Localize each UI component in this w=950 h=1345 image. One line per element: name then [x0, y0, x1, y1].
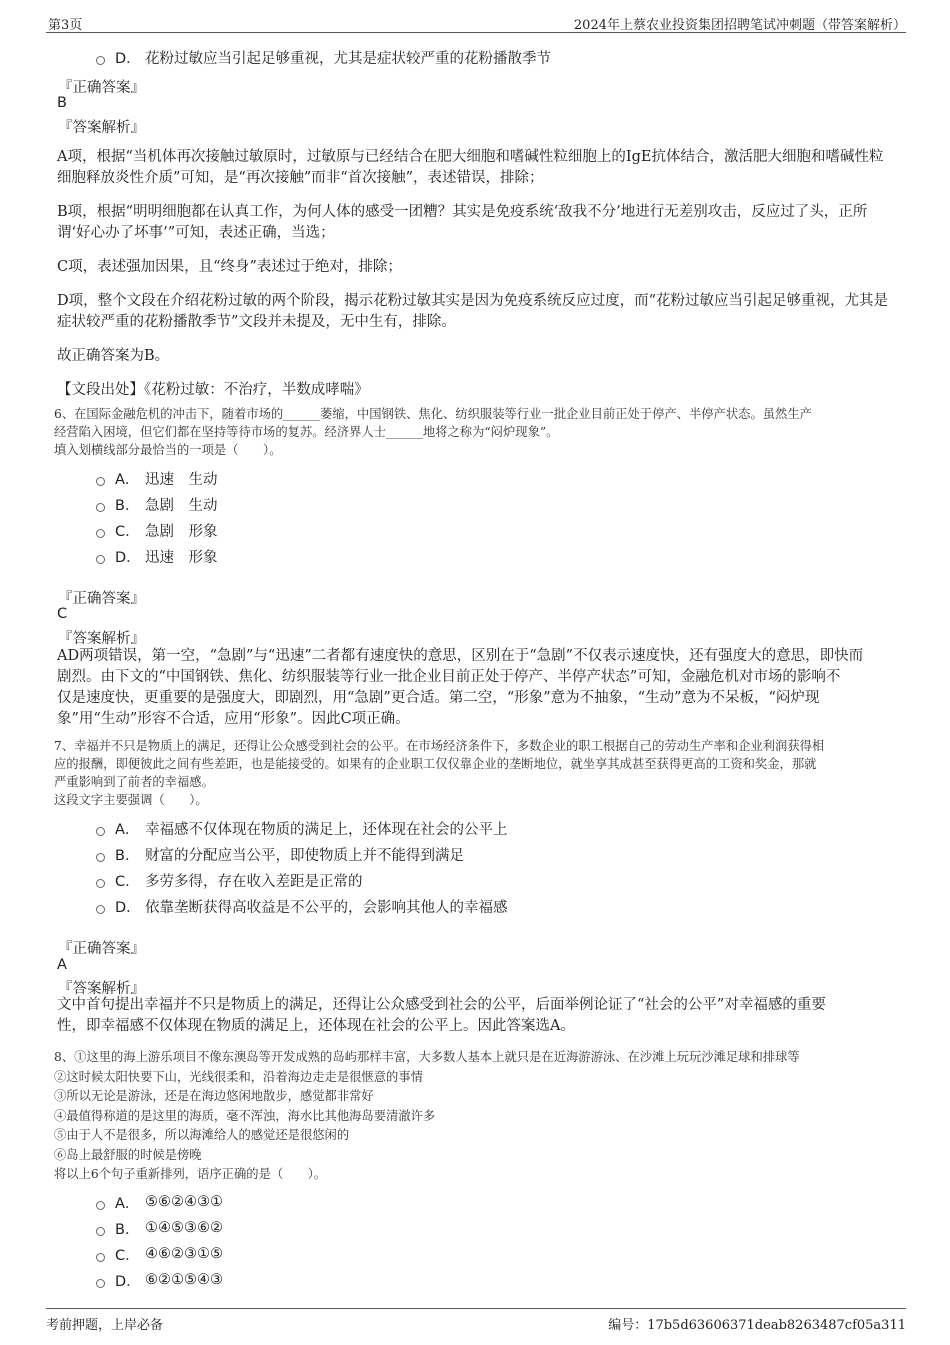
- page-number: 第3页: [48, 18, 83, 33]
- prev-option-list: [96, 44, 551, 70]
- explanation-heading: 『答案解析』: [58, 981, 145, 997]
- answer-value: B: [57, 95, 67, 111]
- answer-heading: 『正确答案』: [58, 80, 145, 96]
- radio-button[interactable]: [96, 1253, 105, 1262]
- question-8-options: [96, 1189, 223, 1293]
- radio-button[interactable]: [96, 555, 105, 564]
- option-b[interactable]: B． 急剧 生动: [96, 491, 218, 517]
- radio-button[interactable]: [96, 827, 105, 836]
- page-footer: [46, 1308, 906, 1331]
- explanation-body: 文中首句提出幸福并不只是物质上的满足，还得让公众感受到社会的公平，后面举例论证了“社会的公平”对幸福感的重要 性，即幸福感不仅体现在物质的满足上，还体现在社会的公平上。因此答案选A。: [57, 997, 826, 1034]
- radio-button[interactable]: [96, 1201, 105, 1210]
- explanation-paragraph: B项，根据“明明细胞都在认真工作，为何人体的感受一团糟？其实是免疫系统‘敌我不分’地进行无差别攻击，反应过了头，正所谓‘好心办了坏事’”可知，表述正确，当选；: [57, 204, 868, 241]
- explanation-paragraph: C项，表述强加因果，且“终身”表述过于绝对，排除；: [57, 259, 402, 275]
- source-note: 【文段出处】《花粉过敏：不治疗，半数成哮喘》: [57, 382, 369, 398]
- answer-value: A: [57, 957, 67, 973]
- radio-button[interactable]: [96, 503, 105, 512]
- document-id: 编号：17b5d63606371deab8263487cf05a311: [608, 1318, 906, 1333]
- explanation-heading: 『答案解析』: [58, 120, 145, 136]
- question-7-text: 7、幸福并不只是物质上的满足，还得让公众感受到社会的公平。在市场经济条件下，多数企业的职工根据自己的劳动生产率和企业利润获得相 应的报酬，即便彼此之间有些差距，也是能接受的。如果有的企业职工仅仅靠企业的垄断地位，就坐享其成甚至获得更高的工资和奖金，那就 严重影响到了前者的幸福感。 这段文字主要强调（ ）。: [54, 739, 825, 807]
- question-8-text: 8、①这里的海上游乐项目不像东澳岛等开发成熟的岛屿那样丰富，大多数人基本上就只是在近海游游泳、在沙滩上玩玩沙滩足球和排球等 ②这时候太阳快要下山，光线很柔和，沿着海边走走是很惬意的事情 ③所以无论是游泳，还是在海边悠闲地散步，感觉都非常好 ④最值得称道的是这里的海质，毫不浑浊，海水比其他海岛要清澈许多 ⑤由于人不是很多，所以海滩给人的感觉还是很悠闲的 ⑥岛上最舒服的时候是傍晚 将以上6个句子重新排列，语序正确的是（ ）。: [54, 1050, 800, 1181]
- question-7-options: [96, 815, 508, 919]
- explanation-heading: 『答案解析』: [58, 631, 145, 647]
- footer-slogan: 考前押题，上岸必备: [46, 1318, 164, 1333]
- option-c[interactable]: C． 急剧 形象: [96, 517, 218, 543]
- answer-heading: 『正确答案』: [58, 941, 145, 957]
- option-a[interactable]: A． 幸福感不仅体现在物质的满足上，还体现在社会的公平上: [96, 815, 508, 841]
- option-d[interactable]: D． ⑥②①⑤④③: [96, 1267, 223, 1293]
- answer-heading: 『正确答案』: [58, 591, 145, 607]
- explanation-paragraph: A项，根据“当机体再次接触过敏原时，过敏原与已经结合在肥大细胞和嗜碱性粒细胞上的IgE抗体结合，激活肥大细胞和嗜碱性粒细胞释放炎性介质”可知，是“再次接触”而非“首次接触”，表述错误，排除；: [57, 149, 884, 186]
- option-a[interactable]: A． 迅速 生动: [96, 465, 218, 491]
- explanation-body: AD两项错误，第一空，“急剧”与“迅速”二者都有速度快的意思，区别在于“急剧”不仅表示速度快，还有强度大的意思，即快而 剧烈。由下文的“中国钢铁、焦化、纺织服装等行业一批企业目前正处于停产、半停产状态”可知，金融危机对市场的影响不 仅是速度快，更重要的是强度大，即剧烈，用“急剧”更合适。第二空，“形象”意为不抽象，“生动”意为不呆板，“闷炉现 象”用“生动”形容不合适，应用“形象”。因此C项正确。: [57, 648, 864, 727]
- page-header: [46, 10, 906, 33]
- option-c[interactable]: C． 多劳多得，存在收入差距是正常的: [96, 867, 508, 893]
- answer-value: C: [57, 606, 68, 622]
- radio-button[interactable]: [96, 1279, 105, 1288]
- radio-button[interactable]: [96, 879, 105, 888]
- option-b[interactable]: B． 财富的分配应当公平，即使物质上并不能得到满足: [96, 841, 508, 867]
- option-c[interactable]: C． ④⑥②③①⑤: [96, 1241, 223, 1267]
- option-d[interactable]: D． 花粉过敏应当引起足够重视，尤其是症状较严重的花粉播散季节: [96, 44, 551, 70]
- question-6-text: 6、在国际金融危机的冲击下，随着市场的______萎缩，中国钢铁、焦化、纺织服装等行业一批企业目前正处于停产、半停产状态。虽然生产 经营陷入困境，但它们都在坚持等待市场的复苏。经济界人士______地将之称为“闷炉现象”。 填入划横线部分最恰当的一项是（ ）。: [54, 407, 812, 457]
- question-6-options: [96, 465, 218, 569]
- radio-button[interactable]: [96, 477, 105, 486]
- radio-button[interactable]: [96, 1227, 105, 1236]
- radio-button[interactable]: [96, 853, 105, 862]
- option-d[interactable]: D． 依靠垄断获得高收益是不公平的，会影响其他人的幸福感: [96, 893, 508, 919]
- radio-button[interactable]: [96, 905, 105, 914]
- explanation-paragraph: D项，整个文段在介绍花粉过敏的两个阶段，揭示花粉过敏其实是因为免疫系统反应过度，而“花粉过敏应当引起足够重视，尤其是症状较严重的花粉播散季节”文段并未提及，无中生有，排除。: [57, 293, 889, 330]
- explanation-paragraph: 故正确答案为B。: [57, 348, 170, 364]
- option-a[interactable]: A． ⑤⑥②④③①: [96, 1189, 223, 1215]
- radio-button[interactable]: [96, 56, 105, 65]
- radio-button[interactable]: [96, 529, 105, 538]
- document-title: 2024年上蔡农业投资集团招聘笔试冲刺题（带答案解析）: [573, 18, 906, 33]
- option-d[interactable]: D． 迅速 形象: [96, 543, 218, 569]
- explanation-body: [57, 147, 895, 414]
- option-b[interactable]: B． ①④⑤③⑥②: [96, 1215, 223, 1241]
